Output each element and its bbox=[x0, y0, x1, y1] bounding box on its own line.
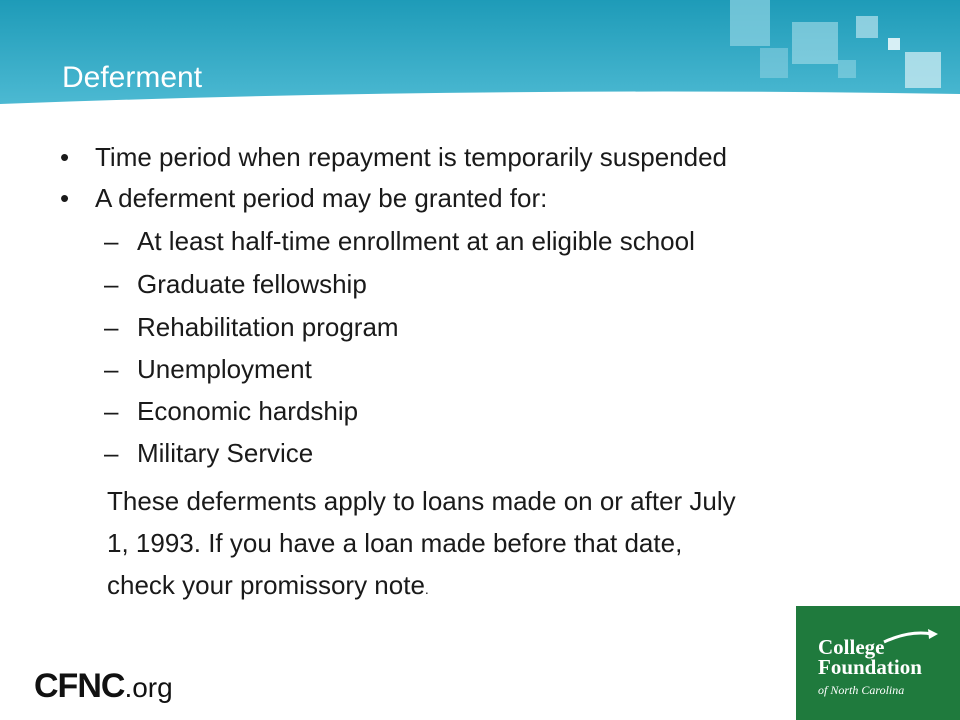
sub-item-text: Economic hardship bbox=[137, 396, 359, 426]
note-period: . bbox=[424, 581, 429, 597]
cfnc-logo-suffix: .org bbox=[124, 672, 173, 703]
decor-square bbox=[730, 0, 770, 46]
sub-item-marker: – bbox=[104, 226, 119, 256]
note-line-text: check your promissory note bbox=[107, 570, 425, 600]
decor-square bbox=[856, 16, 878, 38]
sub-item-text: At least half-time enrollment at an eligible school bbox=[137, 226, 695, 256]
badge-line-state: of North Carolina bbox=[818, 683, 905, 697]
badge-line-foundation: Foundation bbox=[818, 655, 922, 679]
note-line bbox=[107, 564, 907, 610]
sub-item-text: Graduate fellowship bbox=[137, 269, 367, 299]
cfnc-logo bbox=[34, 666, 173, 708]
bullet-marker: • bbox=[60, 183, 70, 213]
note-paragraph bbox=[107, 480, 907, 610]
college-foundation-logo bbox=[796, 606, 960, 720]
sub-item-marker: – bbox=[104, 396, 119, 426]
decor-square bbox=[905, 52, 941, 88]
sub-item-marker: – bbox=[104, 354, 119, 384]
decor-square bbox=[888, 38, 900, 50]
note-line: These deferments apply to loans made on or after July bbox=[107, 486, 736, 516]
bullet-text: A deferment period may be granted for: bbox=[95, 183, 548, 213]
sub-item-text: Rehabilitation program bbox=[137, 312, 399, 342]
sub-item-text: Military Service bbox=[137, 438, 314, 468]
arrow-icon bbox=[882, 628, 942, 644]
bullet-text: Time period when repayment is temporarily suspended bbox=[95, 142, 728, 172]
slide-title: Deferment bbox=[62, 61, 203, 94]
sub-item-marker: – bbox=[104, 438, 119, 468]
sub-item-text: Unemployment bbox=[137, 354, 312, 384]
sub-item-marker: – bbox=[104, 312, 119, 342]
decor-square bbox=[792, 22, 838, 64]
cfnc-logo-main: CFNC bbox=[34, 667, 125, 705]
badge-line-college: College bbox=[818, 635, 885, 659]
note-line: 1, 1993. If you have a loan made before that date, bbox=[107, 528, 683, 558]
decor-square bbox=[760, 48, 788, 78]
sub-item-marker: – bbox=[104, 269, 119, 299]
decor-square bbox=[838, 60, 856, 78]
bullet-marker: • bbox=[60, 142, 70, 172]
